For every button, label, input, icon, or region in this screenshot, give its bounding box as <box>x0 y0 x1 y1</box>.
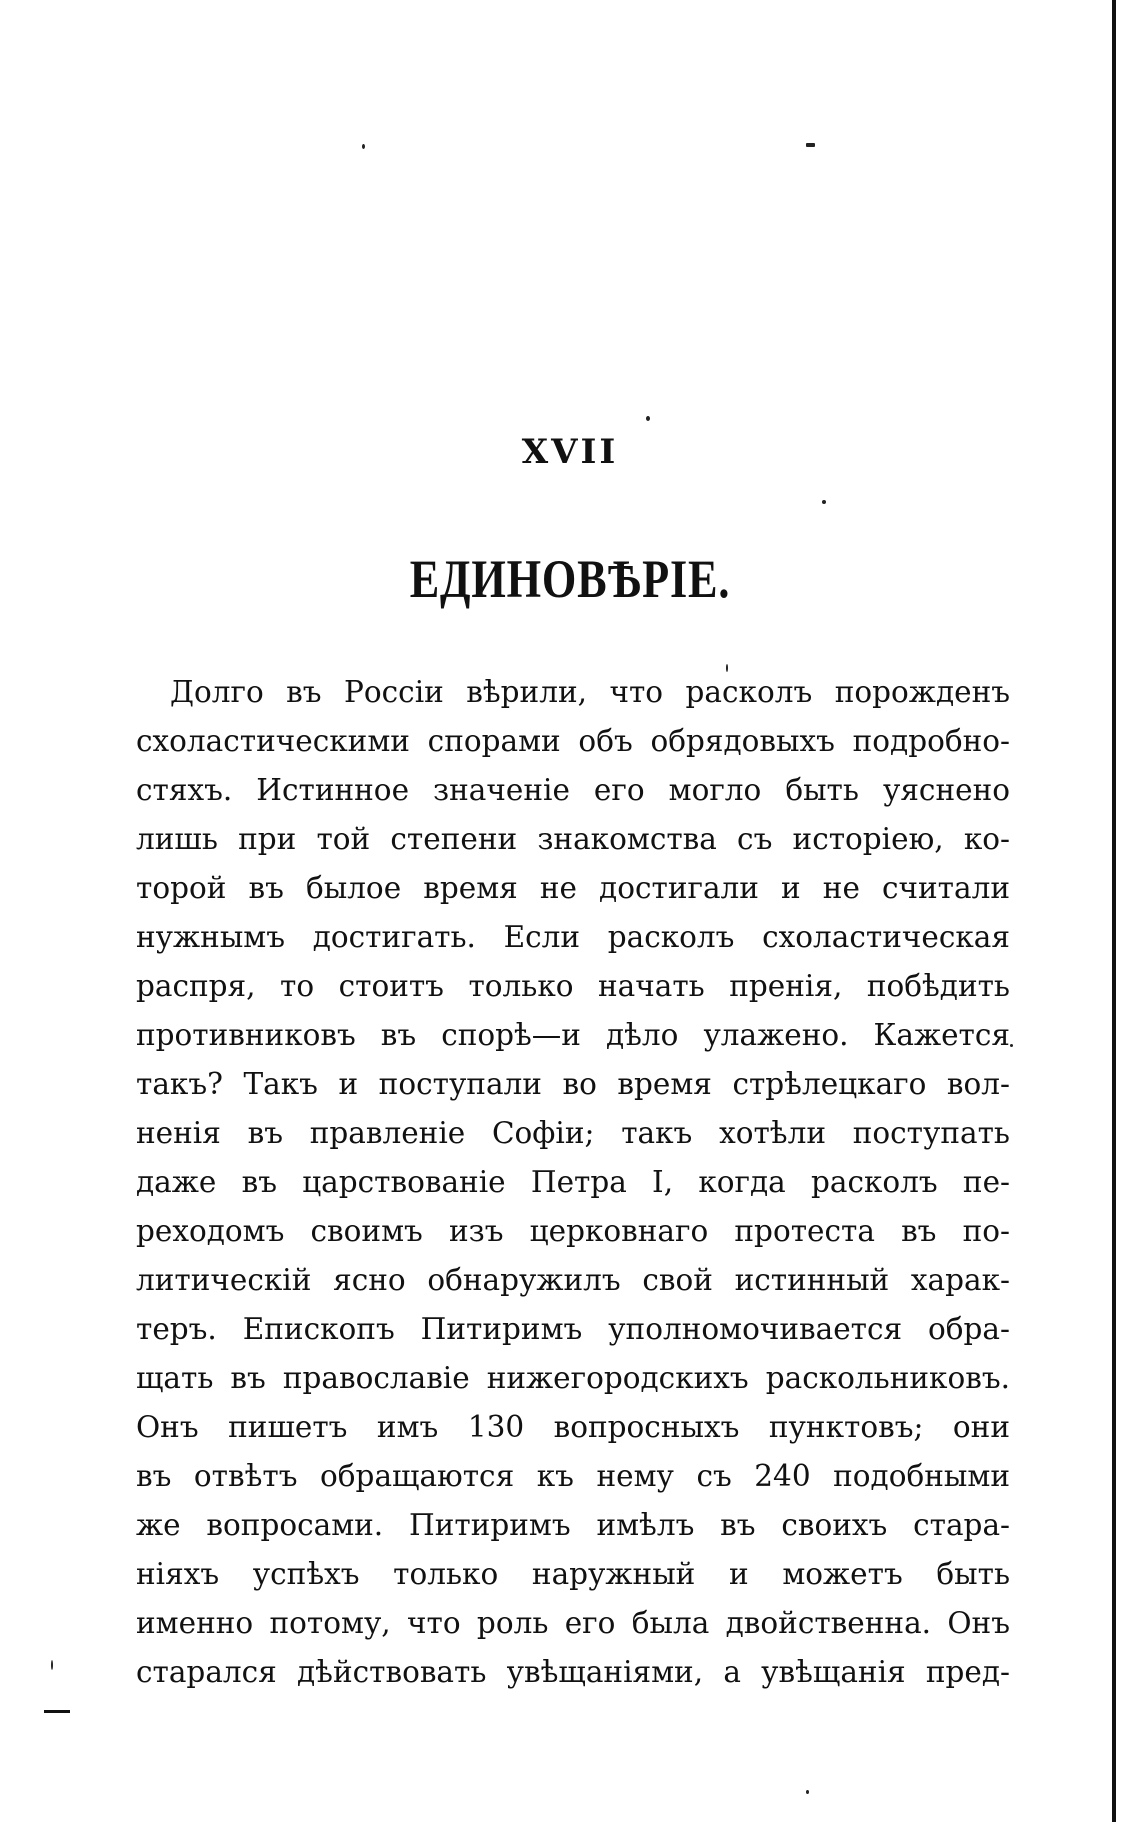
text-line: теръ. Епископъ Питиримъ уполномочивается обра- <box>136 1312 1010 1346</box>
scan-speck <box>51 1660 53 1670</box>
chapter-title: ЕДИНОВѢРІЕ. <box>409 549 731 609</box>
page-edge-rule <box>1112 0 1116 1822</box>
text-line: именно потому, что роль его была двойственна. Онъ <box>136 1606 1010 1640</box>
text-line: ненія въ правленіе Софіи; такъ хотѣли поступать <box>136 1116 1010 1150</box>
text-line: Долго въ Россіи вѣрили, что расколъ порожденъ <box>170 675 1010 709</box>
scan-speck <box>806 143 815 147</box>
scan-speck <box>822 500 826 504</box>
chapter-number: XVII <box>521 432 619 472</box>
text-line: даже въ царствованіе Петра I, когда расколъ пе- <box>136 1165 1010 1199</box>
text-line: распря, то стоитъ только начать пренія, побѣдить <box>136 969 1010 1003</box>
scan-speck <box>1010 1044 1013 1047</box>
text-line: противниковъ въ спорѣ—и дѣло улажено. Кажется <box>136 1018 1010 1052</box>
text-line: старался дѣйствовать увѣщаніями, а увѣщанія пред- <box>136 1655 1010 1689</box>
scan-speck <box>646 416 650 421</box>
text-line: стяхъ. Истинное значеніе его могло быть уяснено <box>136 773 1010 807</box>
text-line: Онъ пишетъ имъ 130 вопросныхъ пунктовъ; они <box>136 1410 1010 1444</box>
text-line: реходомъ своимъ изъ церковнаго протеста въ по- <box>136 1214 1010 1248</box>
text-line: такъ? Такъ и поступали во время стрѣлецкаго вол- <box>136 1067 1010 1101</box>
scan-speck <box>806 1790 809 1794</box>
text-line: литическій ясно обнаружилъ свой истинный харак- <box>136 1263 1010 1297</box>
text-line: же вопросами. Питиримъ имѣлъ въ своихъ стара- <box>136 1508 1010 1542</box>
text-line: ніяхъ успѣхъ только наружный и можетъ быть <box>136 1557 1010 1591</box>
text-line: торой въ былое время не достигали и не считали <box>136 871 1010 905</box>
body-text <box>136 668 1010 1697</box>
text-line: схоластическими спорами объ обрядовыхъ подробно- <box>136 724 1010 758</box>
text-line: лишь при той степени знакомства съ исторіею, ко- <box>136 822 1010 856</box>
scan-speck <box>362 144 365 149</box>
text-line: щать въ православіе нижегородскихъ раскольниковъ. <box>136 1361 1010 1395</box>
scan-speck <box>726 664 728 672</box>
text-line: нужнымъ достигать. Если расколъ схоластическая <box>136 920 1010 954</box>
scan-mark <box>44 1710 70 1713</box>
text-line: въ отвѣтъ обращаются къ нему съ 240 подобными <box>136 1459 1010 1493</box>
